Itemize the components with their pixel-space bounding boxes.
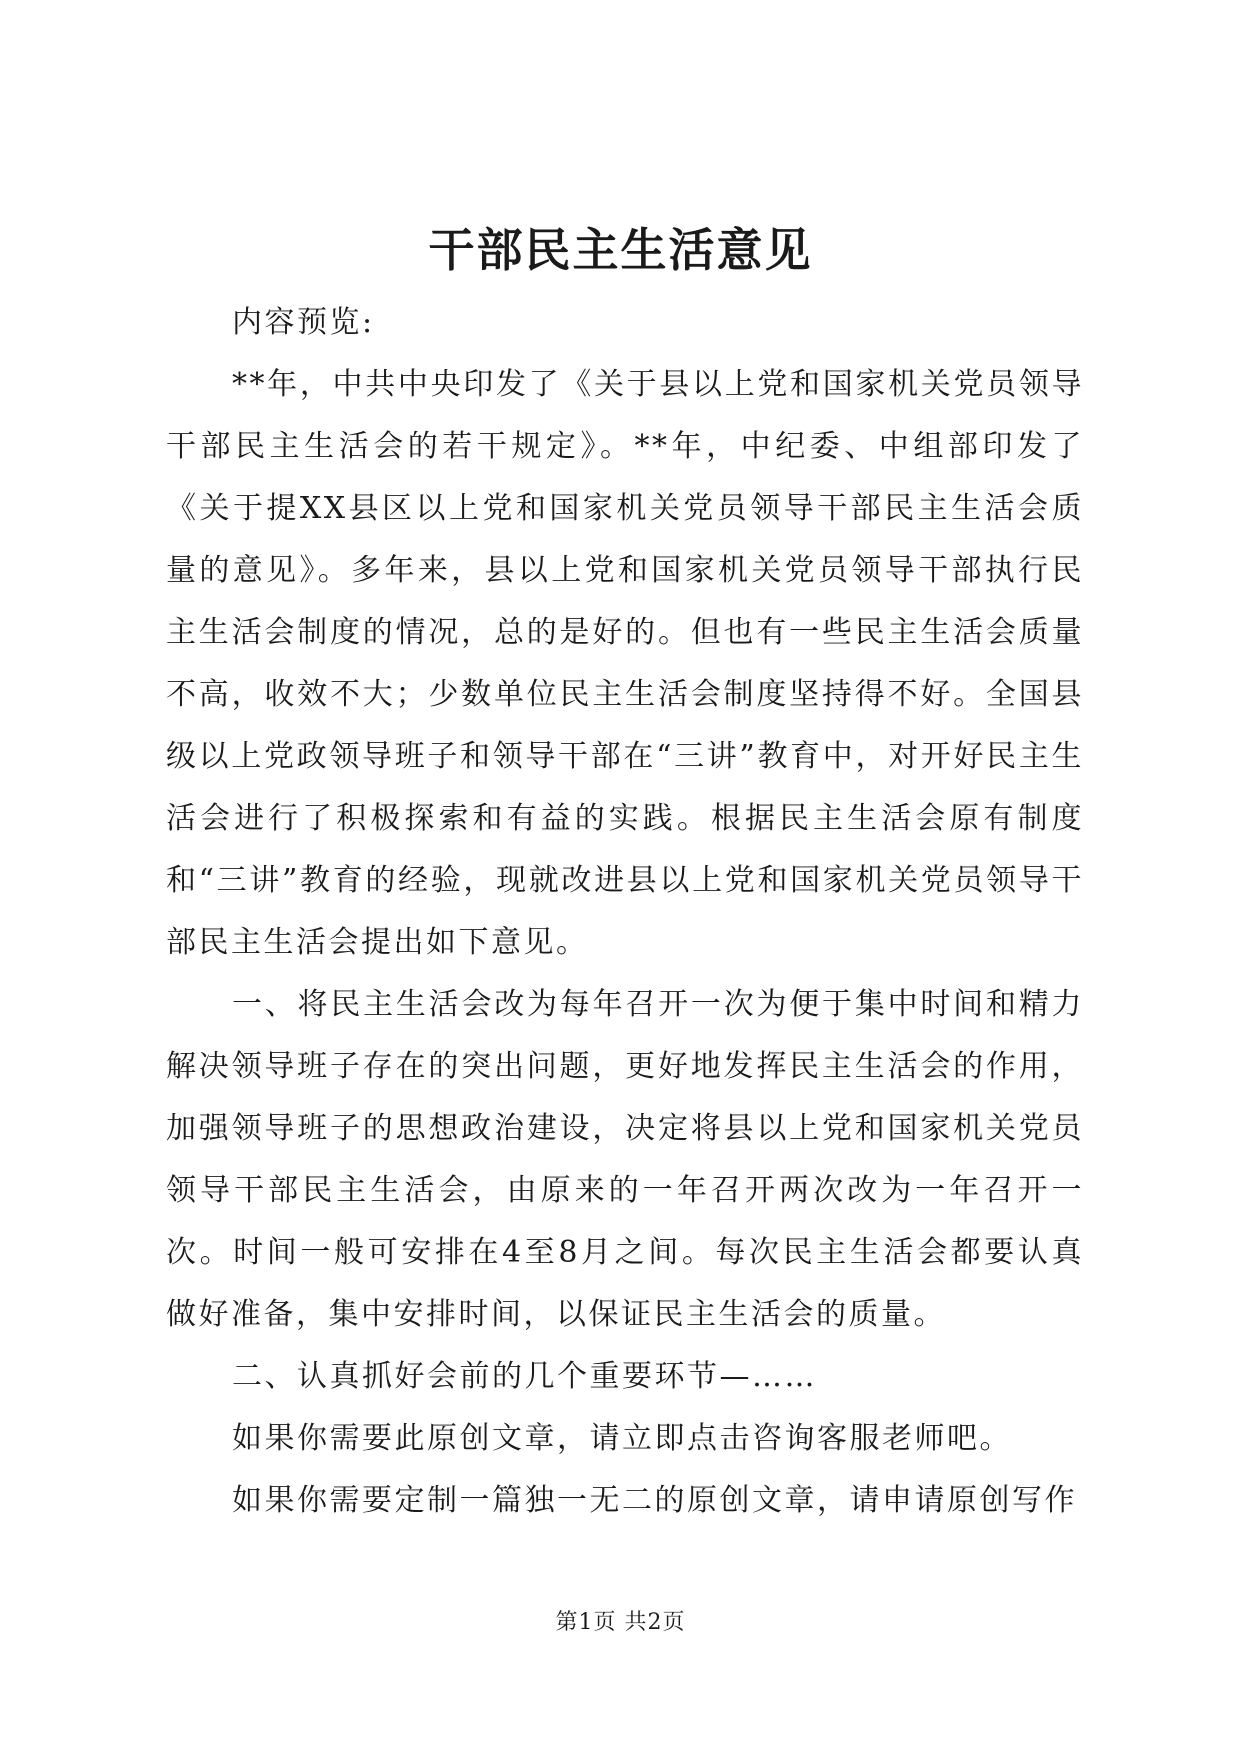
content-preview-label: 内容预览: — [232, 305, 375, 340]
paragraph-intro: **年，中共中央印发了《关于县以上党和国家机关党员领导干部民主生活会的若干规定》。**年，中纪委、中组部印发了《关于提XX县区以上党和国家机关党员领导干部民主生活会质量的意见》。多年来，县以上党和国家机关党员领导干部执行民主生活会制度的情况，总的是好的。但也有一些民主生活会质量不高，收效不大；少数单位民主生活会制度坚持得不好。全国县级以上党政领导班子和领导干部在“三讲”教育中，对开好民主生活会进行了积极探索和有益的实践。根据民主生活会原有制度和“三讲”教育的经验，现就改进县以上党和国家机关党员领导干部民主生活会提出如下意见。 — [166, 367, 1084, 960]
paragraph-custom-writing-notice: 如果你需要定制一篇独一无二的原创文章，请申请原创写作 — [232, 1483, 1077, 1518]
document-body — [166, 292, 1084, 1532]
paragraph-section-one: 一、将民主生活会改为每年召开一次为便于集中时间和精力解决领导班子存在的突出问题，更好地发挥民主生活会的作用，加强领导班子的思想政治建设，决定将县以上党和国家机关党员领导干部民主生活会，由原来的一年召开两次改为一年召开一次。时间一般可安排在4至8月之间。每次民主生活会都要认真做好准备，集中安排时间，以保证民主生活会的质量。 — [166, 987, 1084, 1332]
page-number-footer: 第1页 共2页 — [555, 1610, 686, 1635]
paragraph-contact-notice: 如果你需要此原创文章，请立即点击咨询客服老师吧。 — [232, 1421, 1012, 1456]
document-title: 干部民主生活意见 — [428, 223, 813, 277]
paragraph-section-two: 二、认真抓好会前的几个重要环节—…… — [232, 1359, 817, 1394]
